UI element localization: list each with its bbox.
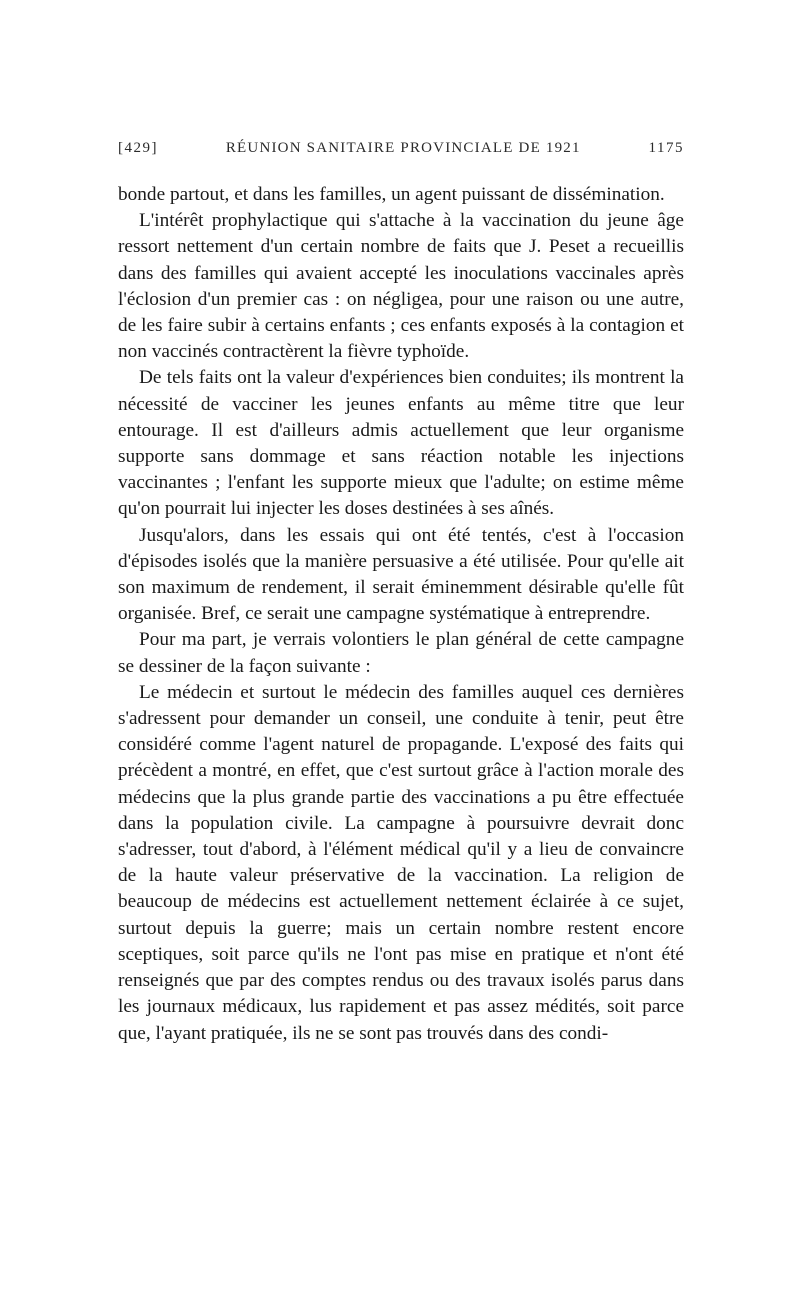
- body-text: [118, 182, 684, 1047]
- page-number: 1175: [648, 140, 684, 156]
- paragraph-plan: Pour ma part, je verrais volontiers le plan général de cette campagne se dessiner de la façon suivante :: [118, 629, 684, 677]
- header-bracket-number: [429]: [118, 140, 158, 156]
- document-page: [118, 140, 684, 1047]
- paragraph-experiences: De tels faits ont la valeur d'expériences bien conduites; ils montrent la nécessité de vacciner les jeunes enfants au même titre que leur entourage. Il est d'ailleurs admis actuellement que leur organisme supporte sans dommage et sans réaction notable les injections vaccinantes ; l'enfant les supporte mieux que l'adulte; on estime même qu'on pourrait lui injecter les doses destinées à ses aînés.: [118, 367, 684, 520]
- header-title: RÉUNION SANITAIRE PROVINCIALE DE 1921: [225, 140, 581, 156]
- paragraph-doctor: Le médecin et surtout le médecin des familles auquel ces dernières s'adressent pour demander un conseil, une conduite à tenir, peut être considéré comme l'agent naturel de propagande. L'exposé des faits qui précèdent a montré, en effet, que c'est surtout grâce à l'action morale des médecins que la plus grande partie des vaccinations a pu être effectuée dans la population civile. La campagne à poursuivre devrait donc s'adresser, tout d'abord, à l'élément médical qu'il y a lieu de convaincre de la haute valeur préservative de la vaccination. La religion de beaucoup de médecins est actuellement nettement éclairée à ce sujet, surtout depuis la guerre; mais un certain nombre restent encore sceptiques, soit parce qu'ils ne l'ont pas mise en pratique et n'ont été renseignés que par des comptes rendus ou des travaux isolés parus dans les journaux médicaux, lus rapidement et pas assez médités, soit parce que, l'ayant pratiquée, ils ne se sont pas trouvés dans des condi-: [118, 681, 684, 1044]
- paragraph-continuation: bonde partout, et dans les familles, un agent puissant de dissémination.: [118, 184, 665, 205]
- paragraph-prophylaxis: L'intérêt prophylactique qui s'attache à la vaccination du jeune âge ressort nettement d'un certain nombre de faits que J. Peset a recueillis dans des familles qui avaient accepté les inoculations vaccinales après l'éclosion d'un premier cas : on négligea, pour une raison ou une autre, de les faire subir à certains enfants ; ces enfants exposés à la contagion et non vaccinés contractèrent la fièvre typhoïde.: [118, 210, 684, 363]
- running-header: [118, 140, 684, 170]
- paragraph-campaign: Jusqu'alors, dans les essais qui ont été tentés, c'est à l'occasion d'épisodes isolés que la manière persuasive a été utilisée. Pour qu'elle ait son maximum de rendement, il serait éminemment désirable qu'elle fût organisée. Bref, ce serait une campagne systématique à entreprendre.: [118, 524, 684, 625]
